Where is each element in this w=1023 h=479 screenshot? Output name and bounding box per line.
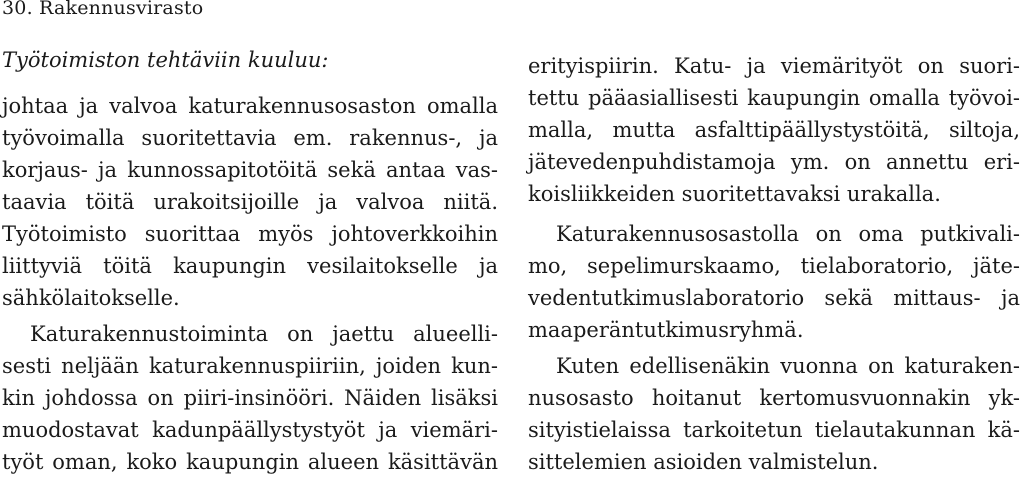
running-header: 30. Rakennusvirasto <box>2 0 204 19</box>
text-line: sesti neljään katurakennuspiiriin, joiden kun- <box>2 354 498 378</box>
text-line: Katurakennusosastolla on oma putkivali- <box>556 222 1020 246</box>
text-line: taavia töitä urakoitsijoille ja valvoa niitä. <box>2 190 498 214</box>
text-line: nusosasto hoitanut kertomusvuonnakin yk- <box>528 386 1020 410</box>
text-line: työvoimalla suoritettavia em. rakennus-, ja <box>2 126 498 150</box>
text-line: työt oman, koko kaupungin alueen käsittävän <box>2 450 498 474</box>
text-line: muodostavat kadunpäällystystyöt ja viemäri- <box>2 418 498 442</box>
text-line: Työtoimisto suorittaa myös johtoverkkoihin <box>2 222 498 246</box>
text-line: koisliikkeiden suoritettavaksi urakalla. <box>528 182 941 206</box>
text-line: maaperäntutkimusryhmä. <box>528 318 804 342</box>
text-line: sähkölaitokselle. <box>2 286 180 310</box>
text-line: johtaa ja valvoa katurakennusosaston omalla <box>2 94 498 118</box>
text-line: sittelemien asioiden valmistelun. <box>528 450 879 474</box>
text-line: vedentutkimuslaboratorio sekä mittaus- ja <box>528 286 1020 310</box>
text-line: sityistielaissa tarkoitetun tielautakunnan kä- <box>528 418 1020 442</box>
text-line: tettu pääasiallisesti kaupungin omalla työvoi- <box>528 86 1020 110</box>
text-line: Katurakennustoiminta on jaettu alueelli- <box>30 322 498 346</box>
text-line: mo, sepelimurskaamo, tielaboratorio, jäte- <box>528 254 1020 278</box>
text-line: korjaus- ja kunnossapitotöitä sekä antaa vas- <box>2 158 498 182</box>
text-line: liittyviä töitä kaupungin vesilaitokselle ja <box>2 254 498 278</box>
text-line: Kuten edellisenäkin vuonna on katuraken- <box>556 354 1020 378</box>
text-line: malla, mutta asfalttipäällystystöitä, siltoja, <box>528 118 1020 142</box>
text-line: kin johdossa on piiri-insinööri. Näiden lisäksi <box>2 386 498 410</box>
text-line: jätevedenpuhdistamoja ym. on annettu eri- <box>528 150 1020 174</box>
text-line: erityispiirin. Katu- ja viemärityöt on suori- <box>528 54 1020 78</box>
section-heading: Työtoimiston tehtäviin kuuluu: <box>2 48 329 72</box>
